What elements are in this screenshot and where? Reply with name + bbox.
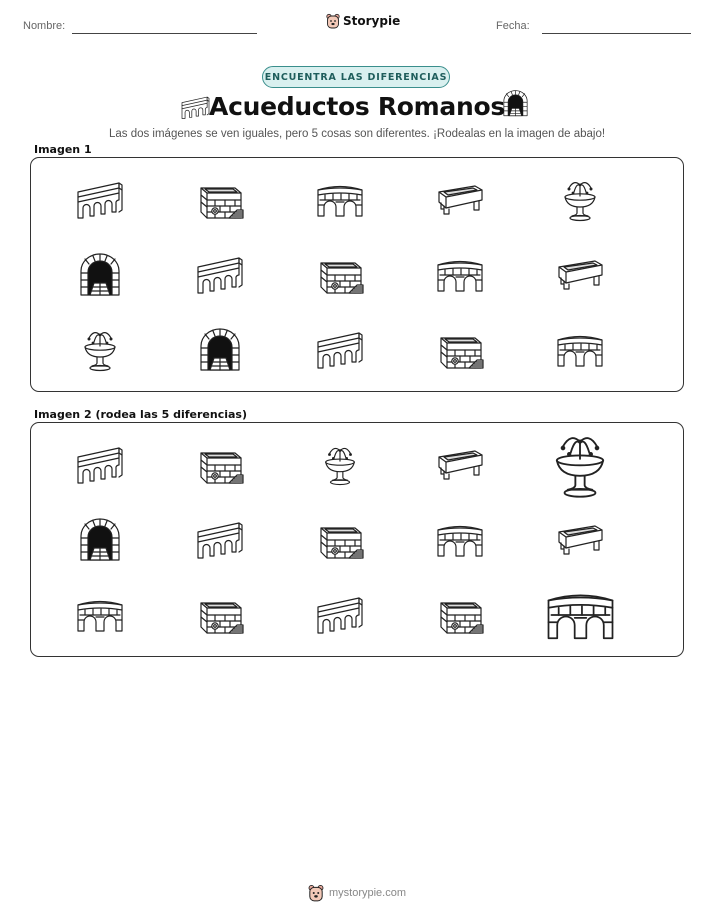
grid-cell[interactable] <box>290 503 390 577</box>
tunnel-icon <box>195 328 245 372</box>
aqueduct-icon <box>75 178 125 222</box>
bear-icon <box>326 13 340 29</box>
bridge-icon <box>435 253 485 297</box>
trough-icon <box>435 178 485 222</box>
grid-cell <box>290 238 390 312</box>
grid-cell <box>170 313 270 387</box>
grid-cell <box>170 163 270 237</box>
bridge-icon <box>435 518 485 562</box>
grid-cell <box>410 238 510 312</box>
grid-cell <box>290 163 390 237</box>
bridge-icon <box>555 328 605 372</box>
fountain-icon <box>555 178 605 222</box>
image2-panel[interactable] <box>30 422 684 657</box>
cistern-icon <box>435 328 485 372</box>
footer-site: mystorypie.com <box>328 887 407 899</box>
grid-cell[interactable] <box>50 503 150 577</box>
grid-cell <box>530 163 630 237</box>
cistern-icon <box>195 593 245 637</box>
grid-cell[interactable] <box>170 428 270 502</box>
grid-cell <box>410 163 510 237</box>
bear-icon <box>308 884 324 902</box>
grid-cell[interactable] <box>50 428 150 502</box>
image1-panel <box>30 157 684 392</box>
grid-cell[interactable] <box>530 428 630 502</box>
footer <box>0 884 714 902</box>
grid-cell <box>290 313 390 387</box>
trough-icon <box>555 518 605 562</box>
brand-logo <box>326 13 400 29</box>
image2-label: Imagen 2 (rodea las 5 diferencias) <box>34 408 248 421</box>
name-label: Nombre: <box>23 20 66 32</box>
fountain-icon <box>75 328 125 372</box>
trough-icon <box>555 253 605 297</box>
brand-name: Storypie <box>343 14 401 28</box>
grid-cell[interactable] <box>530 503 630 577</box>
grid-cell[interactable] <box>170 578 270 652</box>
bridge-icon <box>75 593 125 637</box>
activity-badge: ENCUENTRA LAS DIFERENCIAS <box>262 66 450 88</box>
grid-cell[interactable] <box>50 578 150 652</box>
aqueduct-icon <box>195 253 245 297</box>
fountain-icon <box>541 431 619 499</box>
cistern-icon <box>315 253 365 297</box>
cistern-icon <box>195 178 245 222</box>
grid-cell[interactable] <box>410 578 510 652</box>
grid-cell[interactable] <box>170 503 270 577</box>
tunnel-icon <box>500 90 531 122</box>
grid-cell <box>170 238 270 312</box>
grid-cell <box>530 313 630 387</box>
image1-label: Imagen 1 <box>34 143 92 156</box>
cistern-icon <box>435 593 485 637</box>
fountain-icon <box>316 444 364 486</box>
bridge-icon <box>315 178 365 222</box>
grid-cell[interactable] <box>410 428 510 502</box>
bridge-icon <box>544 583 617 647</box>
tunnel-icon <box>75 253 125 297</box>
aqueduct-icon <box>315 328 365 372</box>
page-title: Acueductos Romanos <box>209 92 505 121</box>
aqueduct-icon <box>75 443 125 487</box>
instructions: Las dos imágenes se ven iguales, pero 5 cosas son diferentes. ¡Rodealas en la imagen de abajo! <box>108 128 606 140</box>
date-field[interactable] <box>542 33 691 34</box>
date-label: Fecha: <box>496 20 530 32</box>
cistern-icon <box>315 518 365 562</box>
grid-cell <box>410 313 510 387</box>
grid-cell[interactable] <box>290 578 390 652</box>
grid-cell[interactable] <box>290 428 390 502</box>
grid-cell <box>50 163 150 237</box>
cistern-icon <box>195 443 245 487</box>
grid-cell <box>50 313 150 387</box>
grid-cell <box>530 238 630 312</box>
tunnel-icon <box>500 90 531 117</box>
grid-cell <box>50 238 150 312</box>
name-field[interactable] <box>72 33 257 34</box>
aqueduct-icon <box>315 593 365 637</box>
trough-icon <box>435 443 485 487</box>
grid-cell[interactable] <box>530 578 630 652</box>
aqueduct-icon <box>195 518 245 562</box>
grid-cell[interactable] <box>410 503 510 577</box>
tunnel-icon <box>75 518 125 562</box>
